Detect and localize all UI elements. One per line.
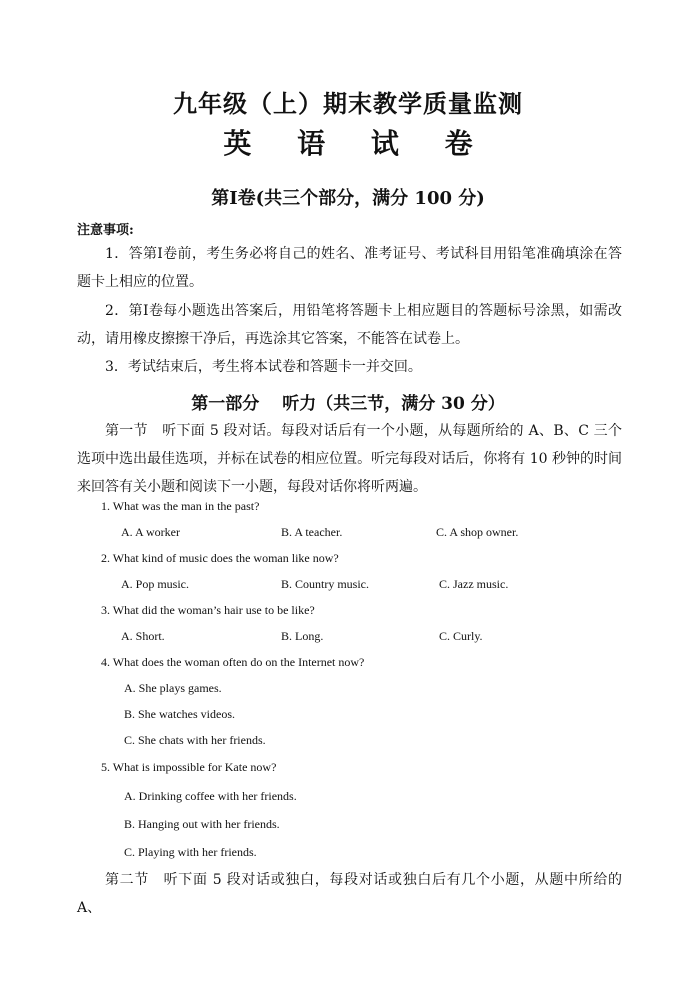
notice-item-2: 2．第Ⅰ卷每小题选出答案后，用铅笔将答题卡上相应题目的答题标号涂黑，如需改动，请用橡皮擦擦干净后，再选涂其它答案，不能答在试卷上。: [77, 303, 622, 347]
question-2-option-b: B. Country music.: [281, 577, 370, 591]
question-4-option-c: C. She chats with her friends.: [124, 733, 266, 747]
question-2-option-c: C. Jazz music.: [439, 577, 509, 591]
question-5-option-b: B. Hanging out with her friends.: [124, 817, 280, 831]
notice-item-1: 1．答第Ⅰ卷前，考生务必将自己的姓名、准考证号、考试科目用铅笔准确填涂在答题卡上相应的位置。: [77, 246, 622, 290]
question-4-option-a: A. She plays games.: [124, 681, 222, 695]
question-5: 5. What is impossible for Kate now?: [101, 760, 277, 774]
question-2-option-a: A. Pop music.: [121, 577, 190, 591]
exam-title: 九年级（上）期末教学质量监测: [173, 89, 523, 118]
question-4: 4. What does the woman often do on the Internet now?: [101, 655, 365, 669]
question-5-option-c: C. Playing with her friends.: [124, 845, 257, 859]
question-3-option-c: C. Curly.: [439, 629, 483, 643]
question-3-option-b: B. Long.: [281, 629, 324, 643]
section1-instructions: 第一节 听下面 5 段对话。每段对话后有一个小题，从每题所给的 A、B、C 三个选项中选出最佳选项，并标在试卷的相应位置。听完每段对话后，你将有 10 秒钟的时间来回答有关小题和阅读下一小题，每段对话你将听两遍。: [77, 423, 622, 495]
section2-instructions: 第二节 听下面 5 段对话或独白，每段对话或独白后有几个小题，从题中所给的 A、: [77, 872, 622, 916]
notice-item-3: 3．考试结束后，考生将本试卷和答题卡一并交回。: [105, 359, 422, 375]
question-2: 2. What kind of music does the woman like now?: [101, 551, 339, 565]
question-1-option-a: A. A worker: [121, 525, 180, 539]
question-3-option-a: A. Short.: [121, 629, 165, 643]
notice-heading: 注意事项:: [77, 223, 134, 238]
exam-subject-title: 英 语 试 卷: [223, 127, 491, 160]
question-1-option-c: C. A shop owner.: [436, 525, 519, 539]
question-1: 1. What was the man in the past?: [101, 499, 260, 513]
section-title: 第Ⅰ卷(共三个部分，满分 100 分): [211, 188, 485, 209]
question-1-option-b: B. A teacher.: [281, 525, 343, 539]
question-4-option-b: B. She watches videos.: [124, 707, 235, 721]
question-3: 3. What did the woman’s hair use to be like?: [101, 603, 315, 617]
question-5-option-a: A. Drinking coffee with her friends.: [124, 789, 297, 803]
part1-heading: 第一部分 听力（共三节，满分 30 分）: [191, 394, 505, 414]
